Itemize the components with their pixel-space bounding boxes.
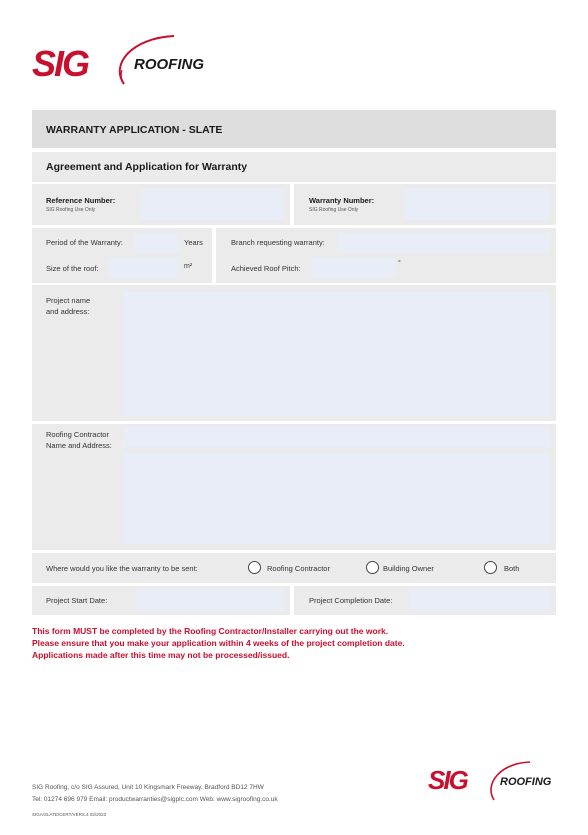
notice-line-2: Please ensure that you make your application within 4 weeks of the project completion date. bbox=[32, 638, 405, 648]
footer-logo bbox=[428, 760, 558, 802]
footer-logo-roofing-text: ROOFING bbox=[500, 776, 552, 788]
roof-size-label: Size of the roof: bbox=[46, 264, 99, 273]
warranty-number-field[interactable] bbox=[404, 188, 550, 220]
sig-roofing-logo bbox=[30, 34, 220, 88]
contractor-label-line2: Name and Address: bbox=[46, 441, 112, 450]
section-title: Agreement and Application for Warranty bbox=[46, 161, 248, 173]
warranty-number-note: SIG Roofing Use Only bbox=[309, 207, 359, 213]
contractor-name-field[interactable] bbox=[123, 427, 550, 447]
option-roofing-contractor-label: Roofing Contractor bbox=[267, 564, 330, 573]
pitch-label: Achieved Roof Pitch: bbox=[231, 264, 301, 273]
form-title: WARRANTY APPLICATION - SLATE bbox=[46, 124, 223, 136]
warranty-number-label: Warranty Number: bbox=[309, 196, 375, 205]
period-field[interactable] bbox=[135, 233, 179, 253]
footer-address: SIG Roofing, c/o SIG Assured, Unit 10 Kingsmark Freeway, Bradford BD12 7HW bbox=[32, 784, 264, 791]
notice-line-3: Applications made after this time may not be processed/issued. bbox=[32, 650, 290, 660]
option-both-label: Both bbox=[504, 564, 520, 573]
reference-label: Reference Number: bbox=[46, 196, 116, 205]
send-to-question: Where would you like the warranty to be sent: bbox=[46, 564, 198, 573]
reference-field[interactable] bbox=[141, 188, 284, 220]
project-label-line2: and address: bbox=[46, 307, 90, 316]
start-date-field[interactable] bbox=[136, 589, 284, 611]
radio-both[interactable] bbox=[484, 561, 497, 574]
contractor-label-line1: Roofing Contractor bbox=[46, 430, 109, 439]
logo-sig-text: SIG bbox=[32, 43, 89, 84]
pitch-unit: ° bbox=[398, 260, 401, 267]
roof-size-unit: m² bbox=[184, 263, 193, 270]
completion-date-label: Project Completion Date: bbox=[309, 596, 393, 605]
start-date-label: Project Start Date: bbox=[46, 596, 108, 605]
logo-roofing-text: ROOFING bbox=[134, 56, 204, 73]
contractor-address-field[interactable] bbox=[123, 453, 550, 544]
period-label: Period of the Warranty: bbox=[46, 238, 123, 247]
notice-line-1: This form MUST be completed by the Roofing Contractor/Installer carrying out the work. bbox=[32, 626, 389, 636]
completion-date-field[interactable] bbox=[410, 589, 550, 611]
radio-building-owner[interactable] bbox=[366, 561, 379, 574]
period-unit: Years bbox=[184, 238, 203, 247]
branch-field[interactable] bbox=[337, 233, 550, 253]
branch-label: Branch requesting warranty: bbox=[231, 238, 325, 247]
radio-roofing-contractor[interactable] bbox=[248, 561, 261, 574]
footer-logo-sig-text: SIG bbox=[428, 765, 467, 795]
footer-ref: SIGA/SLATE/CERT/VERS.4 02/2023 bbox=[32, 812, 107, 817]
project-field[interactable] bbox=[123, 292, 550, 416]
project-label-line1: Project name bbox=[46, 296, 91, 305]
reference-note: SIG Roofing Use Only bbox=[46, 207, 96, 213]
roof-size-field[interactable] bbox=[108, 258, 179, 278]
pitch-field[interactable] bbox=[312, 258, 396, 278]
option-building-owner-label: Building Owner bbox=[383, 564, 434, 573]
footer-contact: Tel: 01274 696 979 Email: productwarranties@sigplc.com Web: www.sigroofing.co.uk bbox=[32, 796, 278, 803]
